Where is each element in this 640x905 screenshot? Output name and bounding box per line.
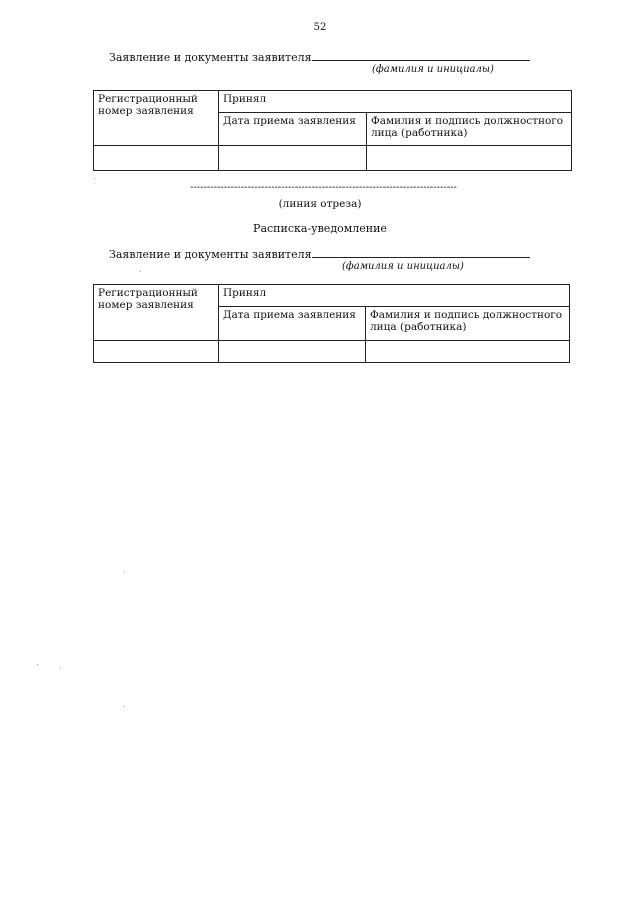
- date-cell-1[interactable]: [219, 146, 367, 171]
- applicant-hint-2: (фамилия и инициалы): [342, 261, 464, 272]
- signature-cell-2[interactable]: [366, 341, 570, 363]
- scan-speck: [37, 664, 38, 665]
- scan-speck: [124, 572, 125, 573]
- applicant-line-2: [109, 246, 530, 261]
- scan-speck: [124, 706, 125, 707]
- date-header-2: Дата приема заявления: [219, 307, 366, 341]
- applicant-line-1: [109, 49, 530, 64]
- signature-header-1: Фамилия и подпись должностного лица (работника): [367, 113, 572, 146]
- applicant-label-1: Заявление и документы заявителя: [109, 51, 312, 64]
- reg-number-cell-2[interactable]: [94, 341, 219, 363]
- reg-number-header-2: Регистрационный номер заявления: [94, 285, 219, 341]
- applicant-name-blank-1[interactable]: [312, 49, 530, 61]
- page-number: 52: [313, 22, 327, 33]
- signature-header-2: Фамилия и подпись должностного лица (работника): [366, 307, 570, 341]
- date-cell-2[interactable]: [219, 341, 366, 363]
- date-header-1: Дата приема заявления: [219, 113, 367, 146]
- applicant-name-blank-2[interactable]: [312, 246, 530, 258]
- applicant-hint-1: (фамилия и инициалы): [372, 64, 494, 75]
- scan-speck: [94, 178, 95, 179]
- scan-speck: [140, 271, 141, 272]
- reg-number-header-1: Регистрационный номер заявления: [94, 91, 219, 146]
- receipt-title: Расписка-уведомление: [253, 222, 387, 235]
- reg-number-cell-1[interactable]: [94, 146, 219, 171]
- registration-table-2: [93, 284, 570, 363]
- cut-line: -------------------------------------------------------------------------------: [190, 182, 457, 193]
- scan-speck: [60, 668, 61, 669]
- applicant-label-2: Заявление и документы заявителя: [109, 248, 312, 261]
- accepted-header-2: Принял: [219, 285, 570, 307]
- cut-line-label: (линия отреза): [278, 198, 362, 210]
- signature-cell-1[interactable]: [367, 146, 572, 171]
- accepted-header-1: Принял: [219, 91, 572, 113]
- registration-table-1: [93, 90, 572, 171]
